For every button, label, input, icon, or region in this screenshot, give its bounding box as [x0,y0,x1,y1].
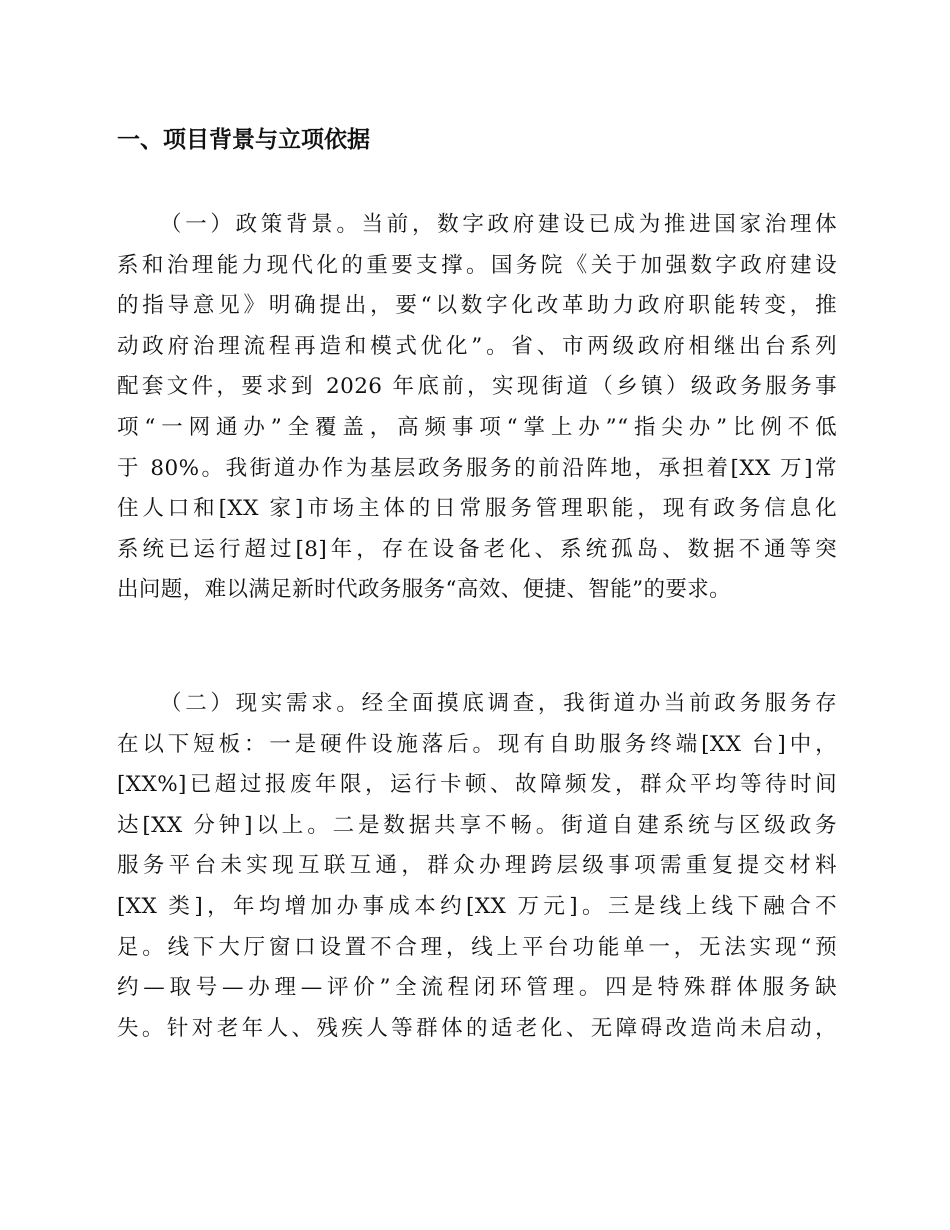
paragraph-line: 系统已运行超过[8]年，存在设备老化、系统孤岛、数据不通等突 [117,536,837,562]
paragraph-line: 约—取号—办理—评价”全流程闭环管理。四是特殊群体服务缺 [117,975,837,1001]
paragraph-policy-background [117,205,837,611]
paragraph-line: 失。针对老年人、残疾人等群体的适老化、无障碍改造尚未启动， [117,1015,837,1041]
paragraph-line: [XX 类]，年均增加办事成本约[XX 万元]。三是线上线下融合不 [117,893,837,919]
paragraph-line: 配套文件，要求到 2026 年底前，实现街道（乡镇）级政务服务事 [117,374,837,400]
paragraph-line: 系和治理能力现代化的重要支撑。国务院《关于加强数字政府建设 [117,252,837,278]
paragraph-line: 服务平台未实现互联互通，群众办理跨层级事项需重复提交材料 [117,853,837,879]
paragraph-line: 项“一网通办”全覆盖，高频事项“掌上办”“指尖办”比例不低 [117,414,837,440]
paragraph-line: 达[XX 分钟]以上。二是数据共享不畅。街道自建系统与区级政务 [117,812,837,838]
paragraph-line: [XX%]已超过报废年限，运行卡顿、故障频发，群众平均等待时间 [117,772,837,798]
paragraph-line: 住人口和[XX 家]市场主体的日常服务管理职能，现有政务信息化 [117,496,837,522]
paragraph-line: （一）政策背景。当前，数字政府建设已成为推进国家治理体 [160,212,837,237]
paragraph-line: 出问题，难以满足新时代政务服务“高效、便捷、智能”的要求。 [117,577,732,603]
section-heading: 一、项目背景与立项依据 [117,127,370,153]
paragraph-line: 的指导意见》明确提出，要“以数字化改革助力政府职能转变，推 [117,293,837,319]
paragraph-line: 足。线下大厅窗口设置不合理，线上平台功能单一，无法实现“预 [117,934,837,960]
paragraph-line: （二）现实需求。经全面摸底调查，我街道办当前政务服务存 [160,691,837,716]
paragraph-line: 动政府治理流程再造和模式优化”。省、市两级政府相继出台系列 [117,333,837,359]
paragraph-line: 在以下短板：一是硬件设施落后。现有自助服务终端[XX 台]中， [117,731,837,757]
paragraph-practical-needs [117,684,837,1049]
paragraph-line: 于 80%。我街道办作为基层政务服务的前沿阵地，承担着[XX 万]常 [117,455,837,481]
